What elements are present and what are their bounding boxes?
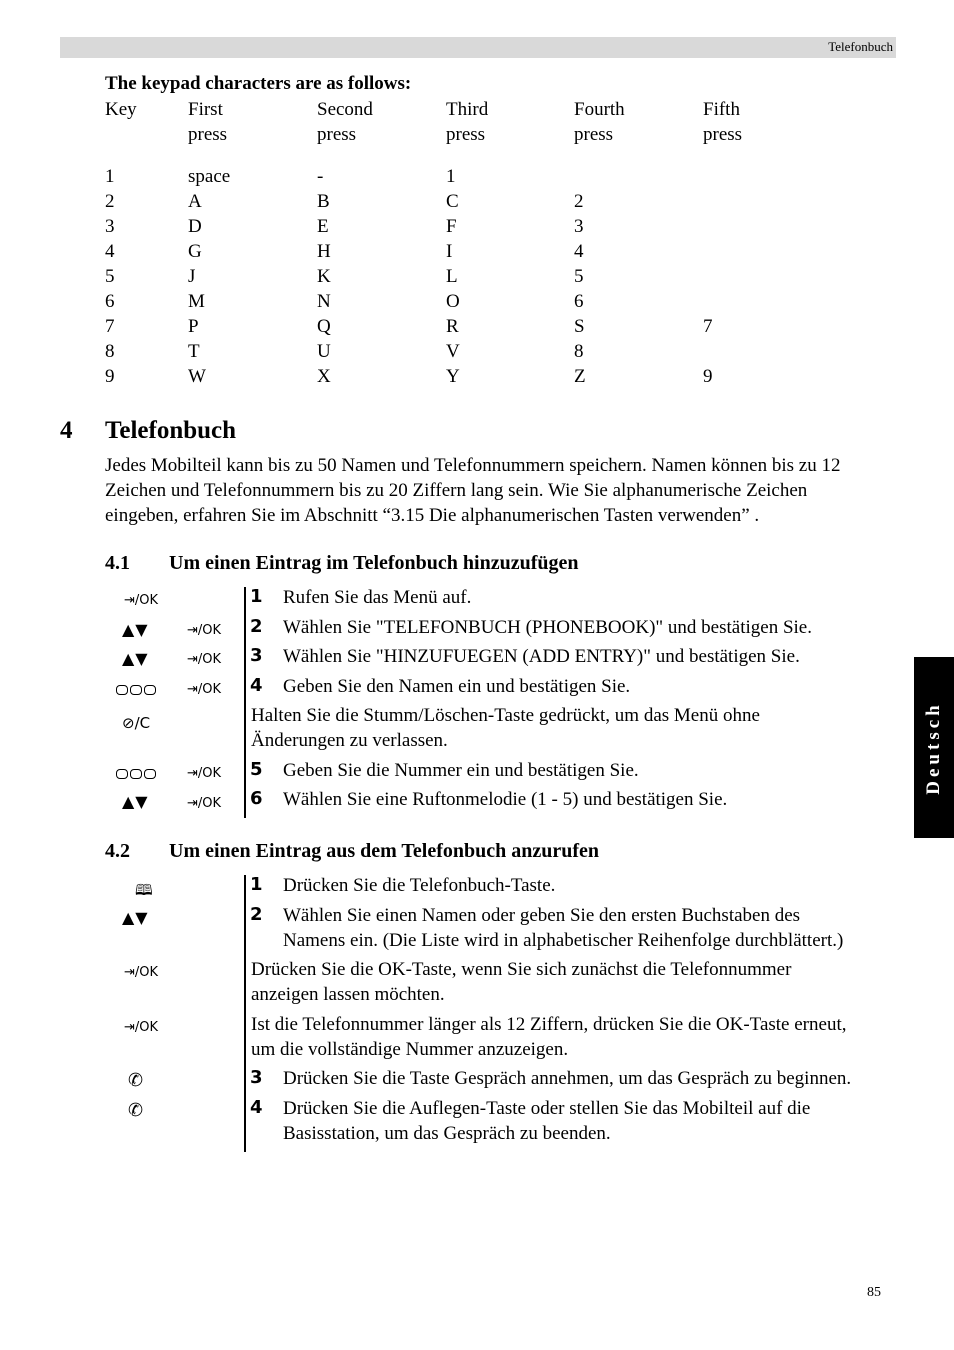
keypad-cell: B (317, 191, 330, 212)
keypad-cell: U (317, 341, 331, 362)
keypad-cell: A (188, 191, 202, 212)
keypad-cell: T (188, 341, 200, 362)
keypad-cell: P (188, 316, 199, 337)
keypad-cell: H (317, 241, 331, 262)
call-key-icon: ✆ (128, 1070, 144, 1091)
keypad-cell: F (446, 216, 457, 237)
keypad-col-header: press (317, 124, 357, 145)
step-text: Rufen Sie das Menü auf. (283, 587, 472, 608)
keypad-cell: space (188, 166, 231, 187)
step-text: Drücken Sie die Telefonbuch-Taste. (283, 875, 556, 896)
keypad-cell: 1 (105, 166, 115, 187)
navigation-arrows-icon: ▲▼ (122, 908, 149, 927)
note-line: Änderungen zu verlassen. (251, 730, 448, 751)
keypad-cell: 5 (574, 266, 584, 287)
keypad-cell: G (188, 241, 202, 262)
keypad-cell: R (446, 316, 459, 337)
keypad-col-header: First (188, 99, 223, 120)
keypad-col-header: press (446, 124, 486, 145)
step-text: Geben Sie die Nummer ein und bestätigen Sie. (283, 760, 639, 781)
keypad-col-header: Second (317, 99, 373, 120)
divider-line (244, 587, 246, 818)
intro-line: Jedes Mobilteil kann bis zu 50 Namen und Telefonnummern speichern. Namen können bis zu 12 (105, 455, 841, 476)
keypad-cell: 2 (574, 191, 584, 212)
step-number: 5 (250, 759, 263, 780)
intro-line: Zeichen und Telefonnummern bis zu 20 Ziffern lang sein. Wie Sie alphanumerische Zeichen (105, 480, 808, 501)
keypad-cell: 7 (703, 316, 713, 337)
step-number: 3 (250, 1067, 263, 1088)
ok-key-icon: ⇥/OK (124, 1020, 159, 1035)
keypad-col-header: Fifth (703, 99, 740, 120)
step-number: 1 (250, 874, 263, 895)
step-text (283, 1096, 810, 1146)
keypad-cell: Y (446, 366, 460, 387)
step-number: 2 (250, 616, 263, 637)
keypad-heading: The keypad characters are as follows: (105, 73, 412, 94)
divider-line (244, 875, 246, 1152)
keypad-cell: C (446, 191, 459, 212)
navigation-arrows-icon: ▲▼ (122, 792, 149, 811)
subsection-number: 4.1 (105, 552, 130, 574)
step-line: Namens ein. (Die Liste wird in alphabetischer Reihenfolge durchblättert.) (283, 930, 844, 951)
step-text: Wählen Sie "TELEFONBUCH (PHONEBOOK)" und bestätigen Sie. (283, 617, 812, 638)
keypad-cell: S (574, 316, 585, 337)
navigation-arrows-icon: ▲▼ (122, 649, 149, 668)
keypad-cell: D (188, 216, 202, 237)
keypad-col-header: press (703, 124, 743, 145)
ok-key-icon: ⇥/OK (124, 965, 159, 980)
keypad-cell: J (188, 266, 196, 287)
keypad-cell: N (317, 291, 331, 312)
alphanumeric-keys-icon (116, 768, 156, 783)
header-bar (60, 37, 896, 58)
section-title: Telefonbuch (105, 417, 237, 444)
keypad-cell: 8 (105, 341, 115, 362)
ok-key-icon: ⇥/OK (187, 652, 222, 667)
step-number: 3 (250, 645, 263, 666)
keypad-cell: 6 (574, 291, 584, 312)
ok-key-icon: ⇥/OK (187, 796, 222, 811)
keypad-cell: 9 (105, 366, 115, 387)
note-line: Halten Sie die Stumm/Löschen-Taste gedrückt, um das Menü ohne (251, 705, 760, 726)
ok-key-icon: ⇥/OK (124, 593, 159, 608)
subsection-title: Um einen Eintrag im Telefonbuch hinzuzufügen (169, 552, 579, 574)
step-text (283, 903, 843, 953)
keypad-cell: - (317, 166, 324, 187)
intro-line: eingeben, erfahren Sie im Abschnitt “3.15 Die alphanumerischen Tasten verwenden” . (105, 505, 760, 526)
keypad-cell: 3 (105, 216, 115, 237)
ok-key-icon: ⇥/OK (187, 623, 222, 638)
step-line: Wählen Sie einen Namen oder geben Sie den ersten Buchstaben des (283, 905, 801, 926)
note-line: Drücken Sie die OK-Taste, wenn Sie sich zunächst die Telefonnummer (251, 959, 792, 980)
step-text: Wählen Sie eine Ruftonmelodie (1 - 5) und bestätigen Sie. (283, 789, 728, 810)
step-number: 2 (250, 904, 263, 925)
keypad-cell: 6 (105, 291, 115, 312)
navigation-arrows-icon: ▲▼ (122, 620, 149, 639)
subsection-title: Um einen Eintrag aus dem Telefonbuch anzurufen (169, 840, 600, 862)
subsection-number: 4.2 (105, 840, 130, 862)
language-tab-label: Deutsch (923, 700, 944, 795)
step-number: 6 (250, 788, 263, 809)
note-text (251, 1012, 846, 1062)
keypad-col-header: Key (105, 99, 137, 120)
step-text: Drücken Sie die Taste Gespräch annehmen, um das Gespräch zu beginnen. (283, 1068, 852, 1089)
keypad-cell: I (446, 241, 453, 262)
keypad-cell: 9 (703, 366, 713, 387)
step-text: Wählen Sie "HINZUFUEGEN (ADD ENTRY)" und bestätigen Sie. (283, 646, 800, 667)
section-number: 4 (60, 417, 73, 444)
keypad-cell: Z (574, 366, 586, 387)
phonebook-icon: 🕮 (135, 881, 153, 899)
note-line: Ist die Telefonnummer länger als 12 Ziffern, drücken Sie die OK-Taste erneut, (251, 1014, 847, 1035)
step-line: Drücken Sie die Auflegen-Taste oder stellen Sie das Mobilteil auf die (283, 1098, 811, 1119)
alphanumeric-keys-icon (116, 684, 156, 699)
keypad-cell: 4 (574, 241, 584, 262)
keypad-cell: 7 (105, 316, 115, 337)
step-line: Basisstation, um das Gespräch zu beenden. (283, 1123, 611, 1144)
step-number: 4 (250, 1097, 263, 1118)
keypad-cell: 2 (105, 191, 115, 212)
note-line: anzeigen lassen möchten. (251, 984, 445, 1005)
end-call-key-icon: ✆ (128, 1100, 144, 1121)
language-tab (914, 657, 954, 838)
keypad-cell: Q (317, 316, 331, 337)
keypad-col-header: press (188, 124, 228, 145)
keypad-cell: 3 (574, 216, 584, 237)
keypad-cell: W (188, 366, 206, 387)
step-number: 1 (250, 586, 263, 607)
keypad-cell: X (317, 366, 331, 387)
keypad-cell: 1 (446, 166, 456, 187)
section-intro (105, 453, 840, 528)
keypad-cell: M (188, 291, 205, 312)
keypad-col-header: Third (446, 99, 489, 120)
ok-key-icon: ⇥/OK (187, 766, 222, 781)
keypad-col-header: Fourth (574, 99, 625, 120)
keypad-cell: O (446, 291, 460, 312)
keypad-col-header: press (574, 124, 614, 145)
keypad-cell: 4 (105, 241, 115, 262)
ok-key-icon: ⇥/OK (187, 682, 222, 697)
keypad-cell: V (446, 341, 460, 362)
header-title: Telefonbuch (828, 39, 893, 54)
step-text: Geben Sie den Namen ein und bestätigen Sie. (283, 676, 631, 697)
page-number: 85 (867, 1285, 881, 1300)
keypad-cell: E (317, 216, 329, 237)
step-number: 4 (250, 675, 263, 696)
note-text (251, 703, 760, 753)
mute-clear-key-icon: ⊘/C (122, 714, 151, 732)
note-line: um die vollständige Nummer anzuzeigen. (251, 1039, 569, 1060)
keypad-cell: 8 (574, 341, 584, 362)
keypad-cell: 5 (105, 266, 115, 287)
note-text (251, 957, 791, 1007)
keypad-cell: K (317, 266, 331, 287)
keypad-cell: L (446, 266, 458, 287)
